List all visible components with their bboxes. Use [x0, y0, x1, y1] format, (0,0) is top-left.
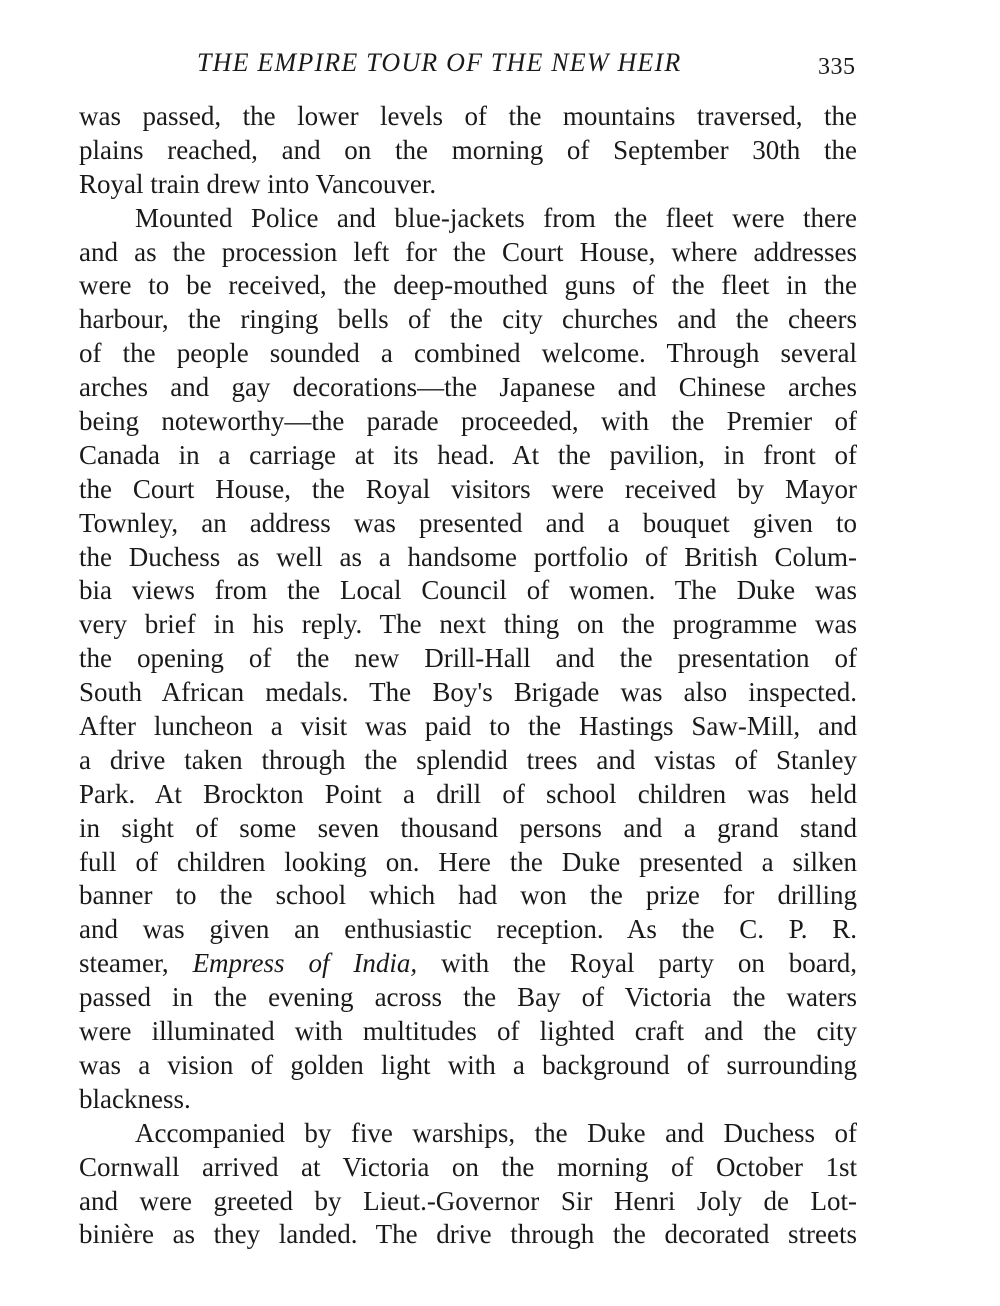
text-line: South African medals. The Boy's Brigade was also inspected. [79, 677, 857, 708]
body-text [79, 100, 857, 1252]
text-line: full of children looking on. Here the Duke presented a silken [79, 846, 857, 877]
text-line: Accompanied by five warships, the Duke and Duchess of [135, 1117, 857, 1148]
text-line: bia views from the Local Council of women. The Duke was [79, 575, 857, 606]
text-line: Royal train drew into Vancouver. [79, 168, 437, 199]
text-line: and were greeted by Lieut.-Governor Sir Henri Joly de Lot- [79, 1185, 857, 1216]
text-line: Mounted Police and blue-jackets from the fleet were there [135, 202, 857, 233]
text-line: were to be received, the deep-mouthed guns of the fleet in the [79, 270, 857, 301]
text-line: binière as they landed. The drive through the decorated streets [79, 1219, 857, 1250]
text-line: Townley, an address was presented and a bouquet given to [79, 507, 857, 538]
text-line: blackness. [79, 1083, 191, 1114]
text-line: banner to the school which had won the prize for drilling [79, 880, 857, 911]
text-line: and was given an enthusiastic reception. As the C. P. R. [79, 914, 857, 945]
running-head: THE EMPIRE TOUR OF THE NEW HEIR [197, 48, 682, 77]
text-line: the opening of the new Drill-Hall and the presentation of [79, 643, 857, 674]
ship-name: Empress of India, [192, 948, 418, 979]
text-segment: with the Royal party on board, [417, 948, 857, 979]
text-line: the Duchess as well as a handsome portfolio of British Colum- [79, 541, 857, 572]
text-line: of the people sounded a combined welcome. Through several [79, 338, 857, 369]
text-line: and as the procession left for the Court House, where addresses [79, 236, 857, 267]
text-line: arches and gay decorations—the Japanese and Chinese arches [79, 372, 857, 403]
text-line: were illuminated with multitudes of lighted craft and the city [79, 1016, 857, 1047]
text-line: was a vision of golden light with a background of surrounding [79, 1049, 857, 1080]
text-line: the Court House, the Royal visitors were received by Mayor [79, 473, 857, 504]
text-line: plains reached, and on the morning of September 30th the [79, 134, 857, 165]
text-line: Canada in a carriage at its head. At the pavilion, in front of [79, 439, 857, 470]
text-line: Park. At Brockton Point a drill of school children was held [79, 778, 857, 809]
text-line-with-ship-name [79, 947, 857, 981]
text-line: was passed, the lower levels of the mountains traversed, the [79, 101, 857, 131]
text-line: harbour, the ringing bells of the city churches and the cheers [79, 304, 857, 335]
text-line: very brief in his reply. The next thing on the programme was [79, 609, 857, 640]
text-line: Cornwall arrived at Victoria on the morning of October 1st [79, 1151, 857, 1182]
page-number: 335 [818, 54, 856, 80]
text-line: being noteworthy—the parade proceeded, with the Premier of [79, 406, 857, 437]
text-line: passed in the evening across the Bay of Victoria the waters [79, 982, 857, 1013]
text-segment: steamer, [79, 948, 193, 979]
text-line: in sight of some seven thousand persons and a grand stand [79, 812, 857, 843]
text-line: a drive taken through the splendid trees and vistas of Stanley [79, 744, 857, 775]
text-line: After luncheon a visit was paid to the Hastings Saw-Mill, and [79, 711, 857, 742]
